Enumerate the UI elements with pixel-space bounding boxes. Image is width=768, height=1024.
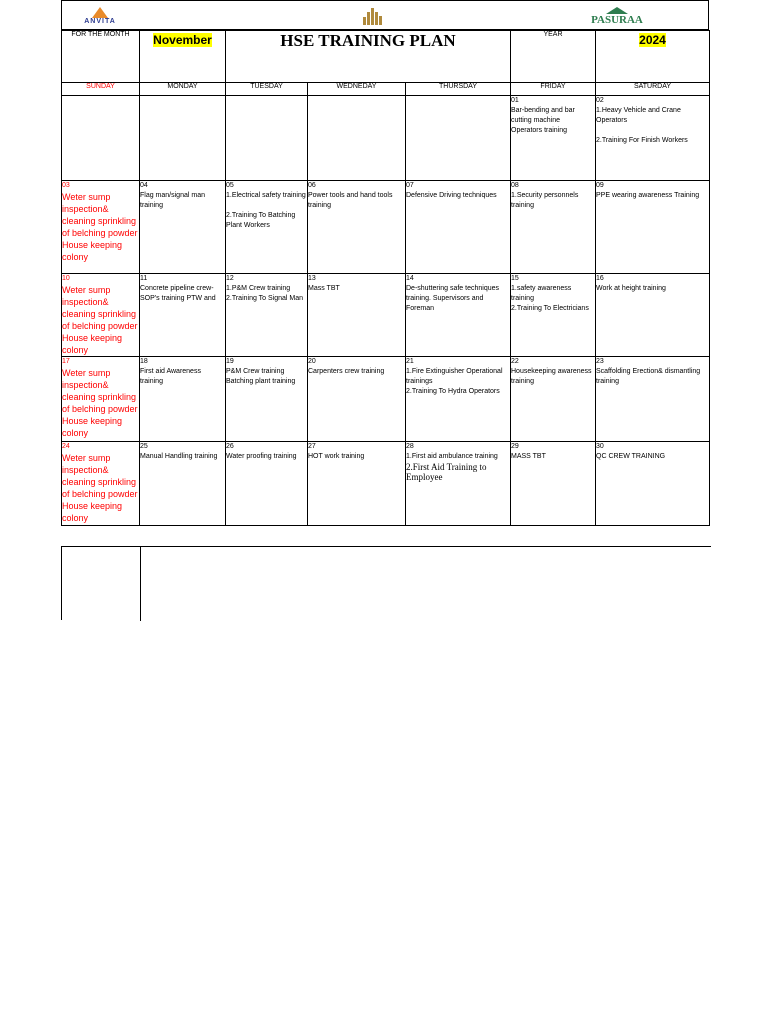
day-number: 07	[406, 182, 414, 189]
day-number: 26	[226, 443, 234, 450]
month-cell	[140, 31, 226, 83]
day-number: 02	[596, 97, 604, 104]
calendar-day-cell	[308, 96, 406, 181]
training-activity: First aid Awareness training	[140, 368, 201, 385]
weekday-header-thursday: THURSDAY	[406, 83, 511, 96]
for-the-month-label: FOR THE MONTH	[62, 31, 140, 83]
training-activity: 1.safety awareness training	[511, 285, 572, 302]
training-activity: HOT work training	[308, 453, 365, 460]
training-activity: House keeping colony	[62, 416, 123, 438]
calendar-day-cell	[62, 442, 140, 526]
calendar-day-cell	[226, 442, 308, 526]
training-activity: 2.Training To Batching Plant Workers	[226, 212, 296, 229]
weekday-header-row	[62, 83, 710, 96]
calendar-day-cell	[596, 442, 710, 526]
calendar-day-cell	[511, 181, 596, 274]
calendar-day-cell	[596, 357, 710, 442]
calendar-day-cell	[140, 274, 226, 357]
day-number: 16	[596, 275, 604, 282]
training-activity: Concrete pipeline crew-SOP's training PTW and	[140, 285, 216, 302]
calendar-day-cell	[511, 274, 596, 357]
training-activity: Scaffolding Erection& dismantling training	[596, 368, 701, 385]
day-number: 24	[62, 443, 70, 450]
calendar-day-cell	[226, 181, 308, 274]
training-activity: Flag man/signal man training	[140, 192, 205, 209]
weekday-header-tuesday: TUESDAY	[226, 83, 308, 96]
calendar-day-cell	[226, 357, 308, 442]
calendar-day-cell	[596, 274, 710, 357]
day-number: 22	[511, 358, 519, 365]
calendar-day-cell	[511, 357, 596, 442]
title-cell	[226, 31, 511, 83]
calendar-day-cell	[308, 181, 406, 274]
building-logo	[346, 3, 398, 29]
day-number: 21	[406, 358, 414, 365]
day-number: 19	[226, 358, 234, 365]
day-number: 10	[62, 275, 70, 282]
page-title: HSE TRAINING PLAN	[280, 31, 456, 50]
training-activity: Work at height training	[596, 285, 666, 292]
day-number: 27	[308, 443, 316, 450]
weekday-header-monday: MONDAY	[140, 83, 226, 96]
calendar-day-cell	[406, 357, 511, 442]
calendar-day-cell	[62, 181, 140, 274]
weekday-header-saturday: SATURDAY	[596, 83, 710, 96]
week-row	[62, 442, 710, 526]
day-number: 09	[596, 182, 604, 189]
year-value: 2024	[639, 33, 666, 47]
week-row	[62, 357, 710, 442]
calendar-day-cell	[406, 181, 511, 274]
calendar-day-cell	[62, 96, 140, 181]
day-number: 01	[511, 97, 519, 104]
day-number: 28	[406, 443, 414, 450]
house-roof-icon	[606, 7, 628, 14]
calendar-day-cell	[140, 442, 226, 526]
training-activity: Weter sump inspection& cleaning sprinkling of belching powder	[62, 192, 138, 238]
week-row	[62, 96, 710, 181]
day-number: 12	[226, 275, 234, 282]
day-number: 03	[62, 182, 70, 189]
logo-row	[61, 0, 709, 30]
day-number: 25	[140, 443, 148, 450]
day-number: 29	[511, 443, 519, 450]
calendar-day-cell	[406, 442, 511, 526]
anvita-logo-mark-icon	[92, 7, 108, 18]
training-activity: PPE wearing awareness Training	[596, 192, 700, 199]
training-activity: P&M Crew training Batching plant training	[226, 368, 296, 385]
day-number: 14	[406, 275, 414, 282]
day-number: 11	[140, 275, 148, 282]
training-activity: 2.Training To Hydra Operators	[406, 388, 500, 395]
calendar-day-cell	[511, 442, 596, 526]
training-activity: House keeping colony	[62, 240, 123, 262]
line-gap	[596, 126, 709, 136]
training-activity: Mass TBT	[308, 285, 340, 292]
day-number: 15	[511, 275, 519, 282]
day-number: 04	[140, 182, 148, 189]
training-activity: House keeping colony	[62, 501, 123, 523]
training-activity: 2.Training To Signal Man	[226, 295, 304, 302]
notes-box	[61, 546, 711, 620]
calendar-day-cell	[140, 357, 226, 442]
training-activity: 1.Heavy Vehicle and Crane Operators	[596, 107, 681, 124]
calendar-day-cell	[406, 96, 511, 181]
weekday-header-wedneday: WEDNEDAY	[308, 83, 406, 96]
calendar-day-cell	[62, 357, 140, 442]
training-activity: Weter sump inspection& cleaning sprinkling of belching powder	[62, 285, 138, 331]
line-gap	[226, 201, 307, 211]
training-activity: Weter sump inspection& cleaning sprinkling of belching powder	[62, 453, 138, 499]
training-activity: Carpenters crew training	[308, 368, 385, 375]
training-activity: MASS TBT	[511, 453, 546, 460]
calendar-day-cell	[226, 96, 308, 181]
calendar-day-cell	[308, 442, 406, 526]
calendar-day-cell	[596, 96, 710, 181]
anvita-logo-text: ANVITA	[84, 18, 116, 25]
calendar-day-cell	[308, 357, 406, 442]
weekday-header-sunday: SUNDAY	[62, 83, 140, 96]
notes-divider	[140, 547, 141, 621]
calendar-day-cell	[308, 274, 406, 357]
training-activity: De-shuttering safe techniques training. Supervisors and Foreman	[406, 285, 499, 312]
day-number: 30	[596, 443, 604, 450]
calendar-day-cell	[226, 274, 308, 357]
day-number: 17	[62, 358, 70, 365]
training-activity: Weter sump inspection& cleaning sprinkling of belching powder	[62, 368, 138, 414]
year-cell	[596, 31, 710, 83]
day-number: 05	[226, 182, 234, 189]
calendar-day-cell	[140, 96, 226, 181]
training-activity: 1.Security personnels training	[511, 192, 579, 209]
calendar-day-cell	[140, 181, 226, 274]
week-row	[62, 181, 710, 274]
anvita-logo	[76, 3, 124, 29]
training-activity: Power tools and hand tools training	[308, 192, 393, 209]
pasuraa-logo	[582, 3, 652, 29]
training-activity: Defensive Driving techniques	[406, 192, 497, 199]
training-activity: Housekeeping awareness training	[511, 368, 592, 385]
year-label: YEAR	[511, 31, 596, 83]
pasuraa-logo-text: PASURAA	[591, 13, 643, 26]
calendar-day-cell	[406, 274, 511, 357]
calendar-day-cell	[596, 181, 710, 274]
training-activity: 2.First Aid Training to Employee	[406, 462, 487, 482]
day-number: 06	[308, 182, 316, 189]
training-activity: Bar-bending and bar cutting machine	[511, 107, 575, 124]
training-activity: Manual Handling training	[140, 453, 218, 460]
training-activity: 1.Fire Extinguisher Operational trainings	[406, 368, 503, 385]
training-activity: 1.First aid ambulance training	[406, 453, 498, 460]
training-activity: 1.Electrical safety training	[226, 192, 306, 199]
training-activity: QC CREW TRAINING	[596, 453, 666, 460]
weekday-header-friday: FRIDAY	[511, 83, 596, 96]
day-number: 13	[308, 275, 316, 282]
day-number: 18	[140, 358, 148, 365]
month-value: November	[153, 33, 212, 47]
training-activity: Operators training	[511, 127, 568, 134]
calendar-day-cell	[511, 96, 596, 181]
calendar-day-cell	[62, 274, 140, 357]
training-activity: 1.P&M Crew training	[226, 285, 291, 292]
day-number: 23	[596, 358, 604, 365]
day-number: 20	[308, 358, 316, 365]
training-activity: 2.Training For Finish Workers	[596, 137, 688, 144]
training-activity: 2.Training To Electricians	[511, 305, 589, 312]
header-row	[62, 31, 710, 83]
training-activity: Water proofing training	[226, 453, 297, 460]
week-row	[62, 274, 710, 357]
calendar-table	[61, 30, 710, 526]
training-activity: House keeping colony	[62, 333, 123, 355]
day-number: 08	[511, 182, 519, 189]
building-icon	[363, 8, 382, 25]
